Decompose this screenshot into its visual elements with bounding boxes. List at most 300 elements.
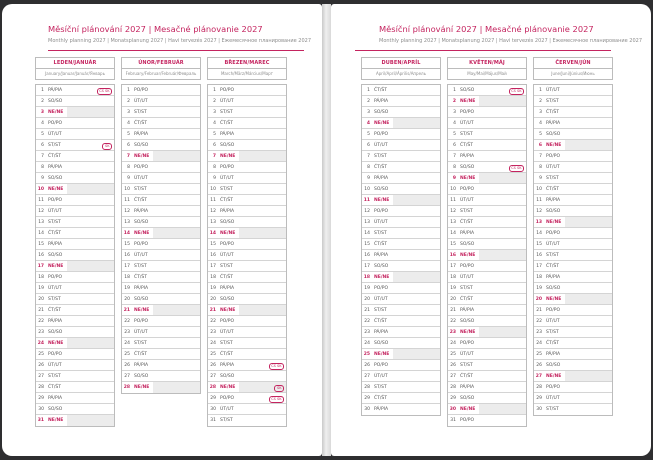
day-number: 22 [450,318,456,324]
day-row [36,162,114,173]
day-row [534,250,612,261]
note-cell [239,349,286,359]
weekday-label: PÁ/PIA [460,384,475,390]
weekday-label: ST/ST [374,384,387,390]
day-row [362,404,440,415]
note-cell [479,261,526,271]
weekday-label: ČT/ŠT [374,87,388,93]
weekday-label: SO/SO [220,219,235,225]
day-row [36,338,114,349]
note-cell [565,272,612,282]
note-cell [67,250,114,260]
day-number: 26 [210,362,216,368]
day-number: 18 [363,274,370,280]
day-number: 19 [536,285,542,291]
day-number: 31 [210,418,216,423]
weekday-label: PO/PO [134,241,149,247]
note-cell [239,107,286,117]
day-row [122,316,200,327]
day-row [362,217,440,228]
day-number: 3 [40,109,44,115]
day-row [36,250,114,261]
day-row [36,371,114,382]
weekday-label: PÁ/PIA [460,230,475,236]
day-row [208,206,286,217]
day-row [448,283,526,294]
note-cell [393,217,440,227]
day-row [362,118,440,129]
weekday-label: PÁ/PIA [220,208,235,214]
day-number: 23 [364,329,370,335]
note-cell [393,283,440,293]
day-number: 5 [127,131,130,137]
day-number: 11 [38,197,44,203]
day-number: 1 [367,87,370,93]
day-row [362,162,440,173]
day-number: 26 [38,362,44,368]
weekday-label: ST/ST [460,131,473,137]
day-row [36,206,114,217]
note-cell [479,360,526,370]
day-row [534,129,612,140]
note-cell [153,316,200,326]
note-cell [565,382,612,392]
note-cell [153,184,200,194]
day-row [208,96,286,107]
note-cell [239,338,286,348]
note-cell [479,151,526,161]
day-row [208,129,286,140]
day-row [208,371,286,382]
weekday-label: ČT/ŠT [460,142,474,148]
note-cell [153,162,200,172]
day-row [36,404,114,415]
day-row [448,184,526,195]
day-row [36,85,114,96]
day-row [36,96,114,107]
day-row [208,316,286,327]
month-subname: April/April/Április/Апрель [361,69,441,80]
day-rows [533,84,613,416]
month-name: DUBEN/APRÍL [361,57,441,69]
weekday-label: SO/SO [220,142,235,148]
day-number: 6 [127,142,130,148]
day-number: 15 [124,241,130,247]
day-number: 6 [453,142,456,148]
day-row [36,272,114,283]
note-cell [565,96,612,106]
day-row [362,250,440,261]
note-cell [239,151,286,161]
day-number: 24 [37,340,44,346]
weekday-label: PO/PO [220,87,235,93]
weekday-label: ČT/ŠT [374,318,388,324]
note-cell [67,415,114,426]
note-cell [565,118,612,128]
weekday-label: ÚT/UT [220,406,234,412]
day-row [534,107,612,118]
day-number: 13 [124,219,130,225]
day-number: 25 [210,351,216,357]
note-cell [393,228,440,238]
right-page-title: Měsíční plánování 2027 | Mesačné plánovanie 2027 [379,24,594,34]
note-cell [153,96,200,106]
note-cell [393,107,440,117]
day-row [122,294,200,305]
day-number: 14 [450,230,456,236]
decorative-dot [644,433,646,435]
note-cell [153,250,200,260]
day-rows [207,84,287,427]
day-row [208,360,286,371]
note-cell [393,195,440,205]
note-cell [67,261,114,271]
note-cell [153,349,200,359]
day-number: 12 [210,208,216,214]
note-cell [67,96,114,106]
weekday-label: ÚT/UT [48,131,62,137]
day-number: 8 [127,164,130,170]
note-cell [565,371,612,381]
day-row [448,360,526,371]
weekday-label: PO/PO [134,164,149,170]
note-cell [565,173,612,183]
weekday-label: ÚT/UT [460,274,474,280]
note-cell [239,118,286,128]
month-name: ÚNOR/FEBRUÁR [121,57,201,69]
note-cell [239,96,286,106]
weekday-label: NE/NE [546,219,562,225]
day-row [448,206,526,217]
day-number: 4 [127,120,130,126]
month-column-march [207,57,287,427]
day-number: 22 [38,318,44,324]
day-number: 10 [536,186,542,192]
note-cell [67,349,114,359]
day-number: 28 [209,384,216,390]
day-row [362,239,440,250]
day-number: 11 [363,197,370,203]
weekday-label: ČT/ŠT [460,296,474,302]
weekday-label: NE/NE [134,307,150,313]
weekday-label: SO/SO [374,340,389,346]
day-number: 2 [367,98,370,104]
day-number: 25 [450,351,456,357]
book-spine [322,4,331,456]
note-cell [393,294,440,304]
month-name: KVĚTEN/MÁJ [447,57,527,69]
day-number: 5 [453,131,456,137]
day-row [534,173,612,184]
weekday-label: ÚT/UT [546,318,560,324]
public-holiday-badge: SK [274,385,284,392]
day-row [534,305,612,316]
day-row [448,228,526,239]
day-number: 14 [123,230,130,236]
weekday-label: PO/PO [460,340,475,346]
note-cell [479,272,526,282]
day-row [534,382,612,393]
day-row [208,85,286,96]
weekday-label: ČT/ŠT [48,307,62,313]
note-cell [479,404,526,414]
day-number: 31 [37,418,44,423]
weekday-label: ČT/ŠT [460,219,474,225]
day-rows [361,84,441,416]
day-row [362,140,440,151]
weekday-label: PO/PO [134,87,149,93]
day-number: 2 [41,98,44,104]
weekday-label: NE/NE [374,120,390,126]
weekday-label: PO/PO [374,131,389,137]
note-cell [239,272,286,282]
day-number: 8 [539,164,542,170]
weekday-label: PO/PO [546,230,561,236]
day-row [122,85,200,96]
day-row [122,272,200,283]
weekday-label: PÁ/PIA [546,197,561,203]
day-number: 23 [536,329,542,335]
weekday-label: PÁ/PIA [220,131,235,137]
day-row [362,261,440,272]
day-number: 21 [450,307,456,313]
day-number: 23 [38,329,44,335]
note-cell [239,206,286,216]
day-number: 24 [210,340,216,346]
day-rows [35,84,115,427]
weekday-label: ST/ST [546,329,559,335]
note-cell [479,118,526,128]
note-cell [67,184,114,194]
decorative-dot [619,449,621,451]
note-cell [239,261,286,271]
weekday-label: ČT/ŠT [220,120,234,126]
day-number: 27 [124,373,130,379]
day-row [448,349,526,360]
note-cell [565,305,612,315]
weekday-label: ÚT/UT [374,296,388,302]
month-column-may [447,57,527,427]
note-cell [393,162,440,172]
day-row [362,283,440,294]
day-number: 1 [539,87,542,93]
note-cell [479,349,526,359]
weekday-label: ST/ST [48,142,61,148]
note-cell [239,283,286,293]
weekday-label: ST/ST [460,285,473,291]
day-number: 6 [538,142,542,148]
day-row [534,360,612,371]
weekday-label: ST/ST [546,175,559,181]
day-row [448,250,526,261]
weekday-label: PO/PO [374,285,389,291]
weekday-label: SO/SO [460,87,475,93]
month-subname: May/Mai/Május/Май [447,69,527,80]
day-number: 24 [536,340,542,346]
day-row [122,118,200,129]
note-cell [479,173,526,183]
day-number: 11 [536,197,542,203]
day-row [362,173,440,184]
note-cell [239,228,286,238]
day-row [122,96,200,107]
day-row [122,173,200,184]
day-number: 18 [536,274,542,280]
day-number: 8 [367,164,370,170]
day-row [122,327,200,338]
day-row [362,393,440,404]
day-number: 7 [41,153,44,159]
day-number: 5 [213,131,216,137]
note-cell [393,349,440,359]
note-cell [67,228,114,238]
day-row [208,283,286,294]
day-number: 1 [453,87,456,93]
day-number: 26 [450,362,456,368]
day-number: 23 [210,329,216,335]
day-number: 7 [539,153,542,159]
day-row [122,250,200,261]
weekday-label: ČT/ŠT [374,395,388,401]
weekday-label: NE/NE [134,153,150,159]
note-cell [479,250,526,260]
note-cell [479,140,526,150]
weekday-label: ČT/ŠT [134,274,148,280]
weekday-label: PO/PO [460,186,475,192]
day-number: 19 [210,285,216,291]
note-cell [239,173,286,183]
day-row [208,338,286,349]
day-row [122,140,200,151]
note-cell [67,162,114,172]
weekday-label: NE/NE [48,263,64,269]
decorative-dot [23,444,25,446]
weekday-label: NE/NE [134,230,150,236]
day-number: 25 [363,351,370,357]
day-number: 10 [37,186,44,192]
day-row [448,404,526,415]
day-row [208,228,286,239]
day-row [208,184,286,195]
month-column-february [121,57,201,394]
decorative-dot [33,449,35,451]
note-cell [479,338,526,348]
weekday-label: ČT/ŠT [48,384,62,390]
day-row [36,360,114,371]
note-cell [67,382,114,392]
month-name: ČERVEN/JÚN [533,57,613,69]
weekday-label: SO/SO [48,252,63,258]
weekday-label: ÚT/UT [134,252,148,258]
day-number: 16 [449,252,456,258]
day-row [534,118,612,129]
weekday-label: NE/NE [460,252,476,258]
day-number: 29 [450,395,456,401]
note-cell [393,272,440,282]
note-cell [565,283,612,293]
weekday-label: SO/SO [546,208,561,214]
note-cell [67,316,114,326]
day-row [122,217,200,228]
public-holiday-badge: ČS SK [97,88,112,95]
note-cell [239,184,286,194]
day-row [448,162,526,173]
weekday-label: SO/SO [546,131,561,137]
note-cell [393,140,440,150]
day-row [448,338,526,349]
day-number: 28 [364,384,370,390]
weekday-label: SO/SO [374,186,389,192]
day-number: 20 [38,296,44,302]
weekday-label: ST/ST [48,219,61,225]
note-cell [393,360,440,370]
public-holiday-badge: ČS SK [509,88,524,95]
day-number: 22 [210,318,216,324]
day-row [534,261,612,272]
note-cell [153,195,200,205]
weekday-label: PO/PO [374,208,389,214]
day-number: 17 [124,263,130,269]
weekday-label: PÁ/PIA [48,164,63,170]
decorative-dot [624,447,626,449]
day-row [448,371,526,382]
left-page-subtitle: Monthly planning 2027 | Monatsplanung 2027 | Havi tervezés 2027 | Ежемесячное планирование 2027 [48,38,312,44]
weekday-label: NE/NE [220,153,236,159]
day-row [534,140,612,151]
day-number: 4 [213,120,216,126]
weekday-label: ST/ST [134,263,147,269]
day-row [208,140,286,151]
weekday-label: ST/ST [134,186,147,192]
note-cell [565,85,612,95]
weekday-label: NE/NE [48,418,64,423]
day-number: 25 [536,351,542,357]
day-row [122,129,200,140]
weekday-label: ÚT/UT [48,362,62,368]
note-cell [565,338,612,348]
day-row [36,118,114,129]
decorative-dot [13,437,15,439]
note-cell [479,195,526,205]
weekday-label: ÚT/UT [134,175,148,181]
note-cell [239,327,286,337]
note-cell [67,206,114,216]
note-cell [393,382,440,392]
day-row [208,294,286,305]
day-number: 3 [539,109,542,115]
right-page [331,4,651,456]
weekday-label: PÁ/PIA [48,395,63,401]
note-cell [153,107,200,117]
day-number: 10 [210,186,216,192]
weekday-label: PÁ/PIA [220,362,235,368]
note-cell [239,195,286,205]
note-cell [565,349,612,359]
day-row [362,294,440,305]
weekday-label: ÚT/UT [220,175,234,181]
right-page-subtitle: Monthly planning 2027 | Monatsplanung 2027 | Havi tervezés 2027 | Ежемесячное планирование 2027 [379,38,643,44]
day-row [448,316,526,327]
weekday-label: NE/NE [460,329,476,335]
note-cell [479,217,526,227]
note-cell [239,294,286,304]
note-cell [565,239,612,249]
day-row [448,415,526,426]
day-number: 16 [536,252,542,258]
day-row [448,294,526,305]
weekday-label: ČT/ŠT [374,164,388,170]
day-row [122,283,200,294]
